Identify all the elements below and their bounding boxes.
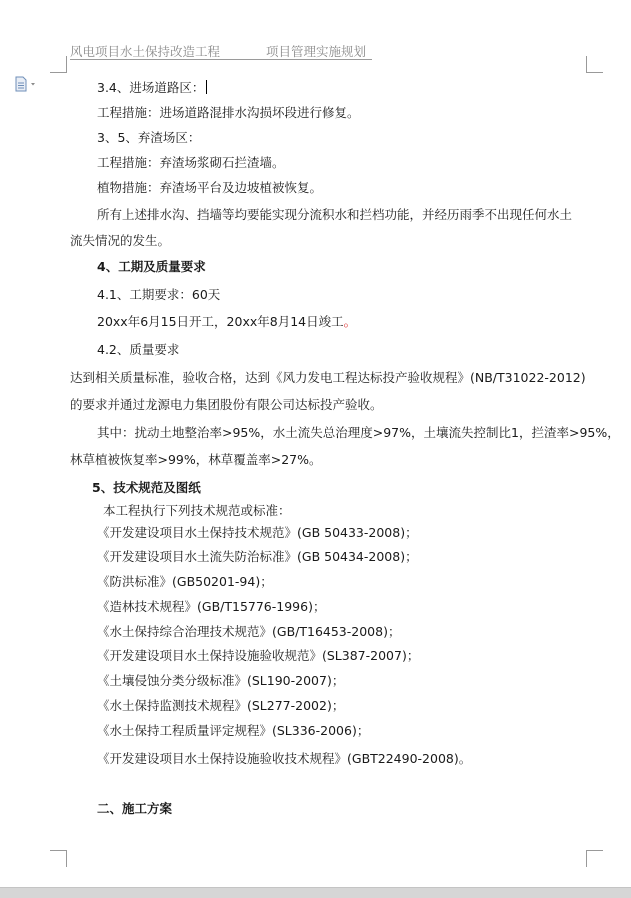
crop-mark-bottom-right [586,850,603,867]
heading-4-2: 4.2、质量要求 [97,342,180,357]
para-summary-line1: 所有上述排水沟、挡墙等均要能实现分流积水和拦档功能，并经历雨季不出现任何水土 [97,207,573,222]
standard-item-5: 《水土保持综合治理技术规范》(GB/T16453-2008)； [97,624,401,639]
para-3-5-engineering: 工程措施：弃渣场浆砌石拦渣墙。 [97,155,285,170]
chapter-2-heading: 二、施工方案 [97,801,173,816]
para-3-5-plant: 植物措施：弃渣场平台及边坡植被恢复。 [97,180,323,195]
standard-item-9: 《水土保持工程质量评定规程》(SL336-2006)； [97,723,370,738]
para-quality-line2: 的要求并通过龙源电力集团股份有限公司达标投产验收。 [70,397,383,412]
para-metrics-line1: 其中：扰动土地整治率>95%，水土流失总治理度>97%，土壤流失控制比1，拦渣率>95%， [97,425,620,440]
heading-3-4-text: 3.4、进场道路区： [97,80,205,95]
window-bottom-edge [0,887,631,898]
document-icon[interactable] [14,76,38,92]
standard-item-10: 《开发建设项目水土保持设施验收技术规程》(GBT22490-2008)。 [97,751,472,766]
para-standards-intro: 本工程执行下列技术规范或标准： [103,503,291,518]
para-summary-line2: 流失情况的发生。 [70,233,171,248]
text-cursor [206,80,207,94]
heading-3-5: 3、5、弃渣场区： [97,130,201,145]
para-3-4-engineering: 工程措施：进场道路混排水沟损坏段进行修复。 [97,105,360,120]
standard-item-2: 《开发建设项目水土流失防治标准》(GB 50434-2008)； [97,549,418,564]
para-metrics-line2: 林草植被恢复率>99%，林草覆盖率>27%。 [70,452,322,467]
crop-mark-top-right [586,56,603,73]
standard-item-6: 《开发建设项目水土保持设施验收规范》(SL387-2007)； [97,648,420,663]
standard-item-7: 《土壤侵蚀分类分级标准》(SL190-2007)； [97,673,345,688]
heading-3-4 [97,80,207,96]
para-quality-line1: 达到相关质量标准，验收合格，达到《风力发电工程达标投产验收规程》(NB/T31022-2012) [70,370,586,385]
heading-4-1: 4.1、工期要求：60天 [97,287,221,302]
standard-item-8: 《水土保持监测技术规程》(SL277-2002)； [97,698,345,713]
crop-mark-bottom-left [50,850,67,867]
page-header [70,41,372,60]
section-5-heading: 5、技术规范及图纸 [92,480,201,495]
section-4-heading: 4、工期及质量要求 [97,259,206,274]
standard-item-3: 《防洪标准》(GB50201-94)； [97,574,273,589]
standard-item-4: 《造林技术规程》(GB/T15776-1996)； [97,599,326,614]
paragraph-mark: 。 [343,314,357,329]
header-project-title: 风电项目水土保持改造工程 [70,44,221,59]
para-schedule [97,314,356,330]
standard-item-1: 《开发建设项目水土保持技术规范》(GB 50433-2008)； [97,525,418,540]
header-doc-title: 项目管理实施规划 [266,44,367,59]
schedule-text: 20xx年6月15日开工，20xx年8月14日竣工 [97,314,344,329]
crop-mark-top-left [50,56,67,73]
